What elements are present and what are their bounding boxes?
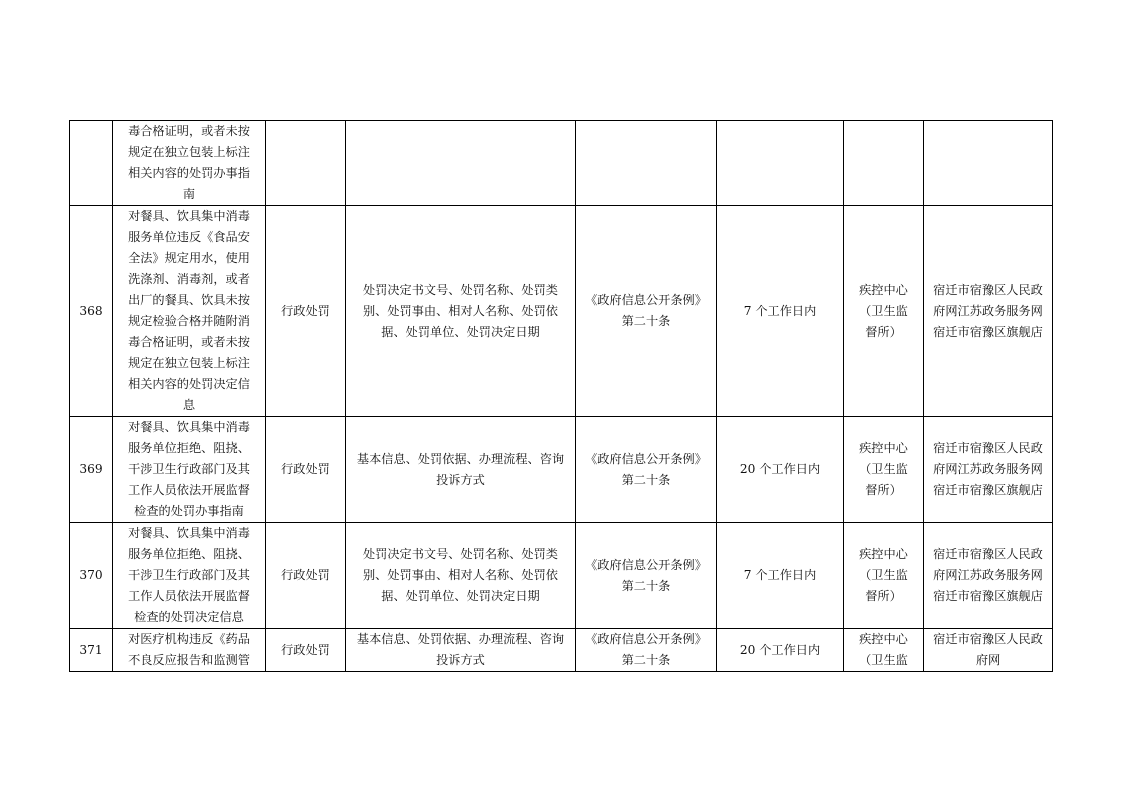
table-row — [70, 121, 1053, 206]
disclosure-table — [69, 120, 1053, 672]
disclosure-subject: 疾控中心（卫生监督所） — [844, 417, 924, 523]
item-name: 对餐具、饮具集中消毒服务单位拒绝、阻挠、干涉卫生行政部门及其工作人员依法开展监督检查的处罚办事指南 — [113, 417, 266, 523]
disclosure-time: 20 个工作日内 — [717, 629, 844, 672]
category — [266, 121, 346, 206]
disclosure-basis — [576, 121, 717, 206]
disclosure-time: 20 个工作日内 — [717, 417, 844, 523]
item-name: 对医疗机构违反《药品不良反应报告和监测管 — [113, 629, 266, 672]
disclosure-content: 处罚决定书文号、处罚名称、处罚类别、处罚事由、相对人名称、处罚依据、处罚单位、处罚决定日期 — [346, 523, 576, 629]
category: 行政处罚 — [266, 206, 346, 417]
disclosure-channel: 宿迁市宿豫区人民政府网江苏政务服务网宿迁市宿豫区旗舰店 — [924, 206, 1053, 417]
table-row — [70, 629, 1053, 672]
disclosure-time — [717, 121, 844, 206]
disclosure-basis: 《政府信息公开条例》第二十条 — [576, 629, 717, 672]
item-name: 毒合格证明，或者未按规定在独立包装上标注相关内容的处罚办事指南 — [113, 121, 266, 206]
category: 行政处罚 — [266, 629, 346, 672]
disclosure-time: 7 个工作日内 — [717, 206, 844, 417]
table-row — [70, 523, 1053, 629]
disclosure-basis: 《政府信息公开条例》第二十条 — [576, 523, 717, 629]
table-row — [70, 417, 1053, 523]
disclosure-content: 处罚决定书文号、处罚名称、处罚类别、处罚事由、相对人名称、处罚依据、处罚单位、处罚决定日期 — [346, 206, 576, 417]
disclosure-time: 7 个工作日内 — [717, 523, 844, 629]
category: 行政处罚 — [266, 417, 346, 523]
disclosure-content: 基本信息、处罚依据、办理流程、咨询投诉方式 — [346, 417, 576, 523]
row-number: 371 — [70, 629, 113, 672]
row-number — [70, 121, 113, 206]
disclosure-subject — [844, 121, 924, 206]
disclosure-subject: 疾控中心（卫生监督所） — [844, 206, 924, 417]
disclosure-content: 基本信息、处罚依据、办理流程、咨询投诉方式 — [346, 629, 576, 672]
disclosure-content — [346, 121, 576, 206]
disclosure-channel — [924, 121, 1053, 206]
disclosure-channel: 宿迁市宿豫区人民政府网江苏政务服务网宿迁市宿豫区旗舰店 — [924, 417, 1053, 523]
disclosure-channel: 宿迁市宿豫区人民政府网江苏政务服务网宿迁市宿豫区旗舰店 — [924, 523, 1053, 629]
row-number: 369 — [70, 417, 113, 523]
disclosure-channel: 宿迁市宿豫区人民政府网 — [924, 629, 1053, 672]
row-number: 368 — [70, 206, 113, 417]
disclosure-subject: 疾控中心（卫生监督所） — [844, 523, 924, 629]
item-name: 对餐具、饮具集中消毒服务单位违反《食品安全法》规定用水，使用洗涤剂、消毒剂，或者出厂的餐具、饮具未按规定检验合格并随附消毒合格证明，或者未按规定在独立包装上标注相关内容的处罚决定信息 — [113, 206, 266, 417]
category: 行政处罚 — [266, 523, 346, 629]
row-number: 370 — [70, 523, 113, 629]
disclosure-basis: 《政府信息公开条例》第二十条 — [576, 417, 717, 523]
table-row — [70, 206, 1053, 417]
item-name: 对餐具、饮具集中消毒服务单位拒绝、阻挠、干涉卫生行政部门及其工作人员依法开展监督检查的处罚决定信息 — [113, 523, 266, 629]
disclosure-basis: 《政府信息公开条例》第二十条 — [576, 206, 717, 417]
disclosure-subject: 疾控中心（卫生监 — [844, 629, 924, 672]
